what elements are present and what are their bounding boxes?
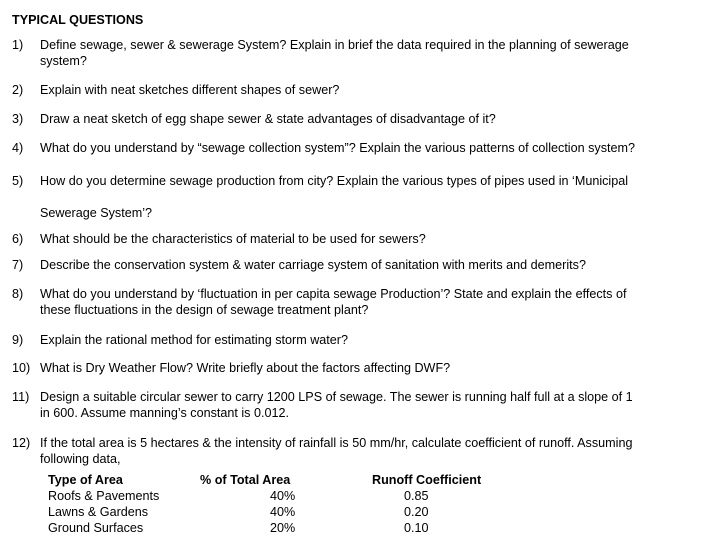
- question-line: Define sewage, sewer & sewerage System? Explain in brief the data required in the planning of sewerage: [40, 38, 629, 52]
- question-number: 3): [12, 112, 24, 126]
- table-cell: 20%: [270, 521, 296, 535]
- question-1: [12, 37, 712, 69]
- runoff-table: [48, 472, 508, 536]
- question-line: Draw a neat sketch of egg shape sewer & state advantages of disadvantage of it?: [40, 112, 496, 126]
- question-text: [40, 360, 712, 376]
- table-row: [48, 520, 508, 536]
- question-number: 11): [12, 390, 30, 404]
- question-number: 6): [12, 232, 24, 246]
- question-number: 1): [12, 38, 24, 52]
- question-line: Explain with neat sketches different shapes of sewer?: [40, 83, 340, 97]
- table-cell: 0.20: [404, 505, 429, 519]
- question-number: 8): [12, 287, 24, 301]
- question-line: system?: [40, 54, 87, 68]
- question-line: Describe the conservation system & water carriage system of sanitation with merits and demerits?: [40, 258, 586, 272]
- table-header-row: [48, 472, 508, 488]
- question-line: What do you understand by ‘fluctuation in per capita sewage Production’? State and explain the effects of: [40, 287, 627, 301]
- question-number: 9): [12, 333, 24, 347]
- question-6: [12, 231, 712, 247]
- table-cell: 0.10: [404, 521, 429, 535]
- question-text: [40, 286, 712, 318]
- question-text: [40, 332, 712, 348]
- question-12: [12, 435, 712, 467]
- question-number: 7): [12, 258, 24, 272]
- question-text: [40, 140, 712, 156]
- question-line: What do you understand by “sewage collection system”? Explain the various patterns of collection system?: [40, 141, 636, 155]
- question-text: [40, 389, 712, 421]
- question-text: [40, 231, 712, 247]
- question-text: [40, 37, 712, 69]
- table-cell: Ground Surfaces: [48, 521, 144, 535]
- question-7: [12, 257, 712, 273]
- page-title: TYPICAL QUESTIONS: [12, 13, 144, 27]
- question-number: 4): [12, 141, 24, 155]
- question-line: following data,: [40, 452, 121, 466]
- question-2: [12, 82, 712, 98]
- question-text: [40, 111, 712, 127]
- table-cell: 40%: [270, 505, 296, 519]
- question-line: How do you determine sewage production from city? Explain the various types of pipes used in ‘Municipal: [40, 174, 629, 188]
- question-line: What should be the characteristics of material to be used for sewers?: [40, 232, 426, 246]
- table-cell: Roofs & Pavements: [48, 489, 160, 503]
- question-number: 10): [12, 361, 31, 375]
- question-4: [12, 140, 712, 156]
- question-text: [40, 257, 712, 273]
- table-cell: 0.85: [404, 489, 429, 503]
- question-line: Explain the rational method for estimating storm water?: [40, 333, 348, 347]
- question-3: [12, 111, 712, 127]
- question-5: [12, 173, 712, 221]
- question-text: [40, 82, 712, 98]
- table-row: [48, 504, 508, 520]
- table-cell: Lawns & Gardens: [48, 505, 149, 519]
- question-line: What is Dry Weather Flow? Write briefly about the factors affecting DWF?: [40, 361, 451, 375]
- question-text: [40, 435, 712, 467]
- table-header: Type of Area: [48, 473, 123, 487]
- table-row: [48, 488, 508, 504]
- question-number: 2): [12, 83, 24, 97]
- question-9: [12, 332, 712, 348]
- table-header: Runoff Coefficient: [372, 473, 482, 487]
- question-line: Sewerage System’?: [40, 206, 152, 220]
- question-line: in 600. Assume manning’s constant is 0.012.: [40, 406, 289, 420]
- question-10: [12, 360, 712, 376]
- question-number: 5): [12, 174, 24, 188]
- question-line: these fluctuations in the design of sewage treatment plant?: [40, 303, 369, 317]
- question-text: [40, 173, 712, 221]
- question-8: [12, 286, 712, 318]
- table-header: % of Total Area: [200, 473, 291, 487]
- question-11: [12, 389, 712, 421]
- question-line: Design a suitable circular sewer to carry 1200 LPS of sewage. The sewer is running half full at a slope of 1: [40, 390, 633, 404]
- question-line: If the total area is 5 hectares & the intensity of rainfall is 50 mm/hr, calculate coefficient of runoff. Assuming: [40, 436, 633, 450]
- table-cell: 40%: [270, 489, 296, 503]
- question-number: 12): [12, 436, 31, 450]
